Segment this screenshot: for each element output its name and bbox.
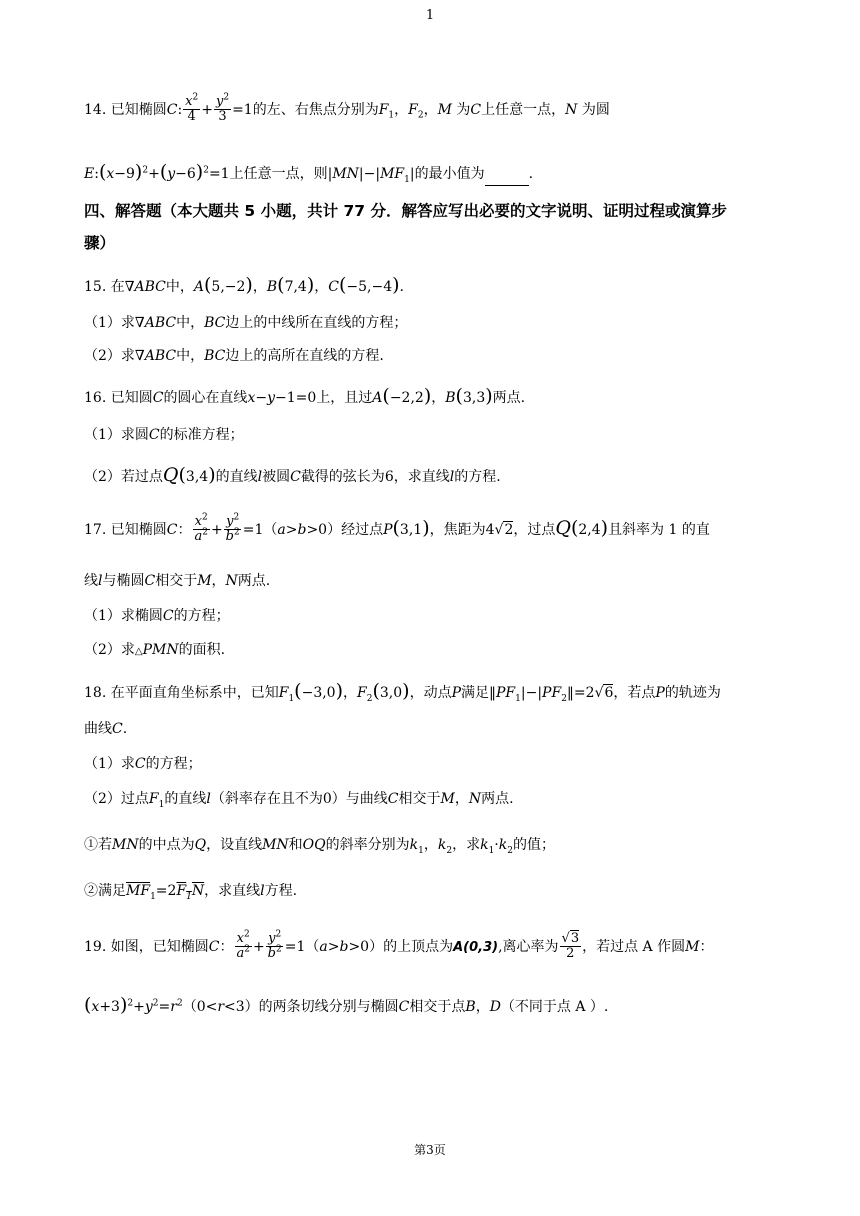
- question-18-part-2: （2）过点$F_1$的直线l（斜率存在且不为0）与曲线C相交于M，N两点.: [84, 791, 514, 810]
- fraction-y2-b2: $\frac{y^2}{b^2}$: [225, 512, 240, 545]
- question-17-line-2: 线l与椭圆C相交于M，N两点.: [84, 573, 271, 589]
- question-15-part-2: （2）求∇ABC中，BC边上的高所在直线的方程.: [84, 348, 384, 364]
- fraction-x2-a2: $\frac{x^2}{a^2}$: [194, 512, 208, 545]
- answer-blank[interactable]: [485, 171, 529, 186]
- fraction-y2-b2-q19: $\frac{y^2}{b^2}$: [267, 929, 282, 962]
- question-15-line-1: 15. 在∇ABC中，A(5,−2)，B(7,4)，C(−5,−4).: [84, 274, 404, 296]
- question-16-line-1: 16. 已知圆C的圆心在直线x−y−1=0上，且过A(−2,2)，B(3,3)两点.: [84, 385, 526, 407]
- question-14-line-1: 14. 已知椭圆C: $\frac{x^2}{4}$ + $\frac{y^2}{3}$ =1的左、右焦点分别为$F_1$，$F_2$，M 为C上任意一点，N 为圆: [84, 92, 610, 125]
- fraction-sqrt3-2: $\frac{√3}{2}$: [561, 931, 580, 962]
- question-18-line-2: 曲线C.: [84, 721, 128, 737]
- page-footer: 第3页: [414, 1143, 446, 1157]
- question-18-case-2: ②满足$\overline{MF}_1=2F_1N$，求直线l方程.: [84, 883, 298, 902]
- fraction-x2-a2-q19: $\frac{x^2}{a^2}$: [236, 929, 250, 962]
- section-4-title: 四、解答题（本大题共 5 小题，共计 77 分．解答应写出必要的文字说明、证明过程或演算步: [84, 202, 727, 220]
- question-16-part-1: （1）求圆C的标准方程；: [84, 427, 244, 443]
- question-19-line-1: 19. 如图，已知椭圆C： $\frac{x^2}{a^2}$ + $\frac{y^2}{b^2}$ =1（a>b>0）的上顶点为A(0,3),离心率为 $\frac{√3}{2}$ ，若过点 A 作圆M：: [84, 929, 714, 962]
- fraction-y2-3: $\frac{y^2}{3}$: [215, 92, 230, 125]
- question-18-line-1: 18. 在平面直角坐标系中，已知$F_1(-3,0)$，$F_2(3,0)$，动点P满足$‖PF_1|-|PF_2‖=2√6$，若点P的轨迹为: [84, 680, 721, 704]
- question-19-line-2: $(x+3)^2+y^2=r^2(0<r<3)$的两条切线分别与椭圆C相交于点B，D（不同于点 A ）.: [84, 994, 609, 1016]
- fraction-x2-4: $\frac{x^2}{4}$: [185, 92, 199, 125]
- section-4-title-cont: 骤）: [84, 234, 116, 252]
- question-18-part-1: （1）求C的方程；: [84, 756, 202, 772]
- page-top-number: 1: [425, 8, 435, 23]
- question-17-part-1: （1）求椭圆C的方程；: [84, 608, 230, 624]
- question-14-line-2: $E:(x-9)^2+(y-6)^2=1$上任意一点，则$|MN|-|MF_1|$的最小值为 .: [84, 161, 534, 185]
- question-17-part-2: （2）求△PMN的面积.: [84, 642, 226, 658]
- question-15-part-1: （1）求∇ABC中，BC边上的中线所在直线的方程；: [84, 315, 408, 331]
- question-16-part-2: （2）若过点Q(3,4)的直线l被圆C截得的弦长为6，求直线l的方程.: [84, 464, 501, 486]
- question-17-line-1: 17. 已知椭圆C： $\frac{x^2}{a^2}$ + $\frac{y^2}{b^2}$ =1（a>b>0）经过点P(3,1)，焦距为4√2，过点Q(2,4)且斜率为 1 的直: [84, 512, 710, 545]
- question-18-case-1: ①若MN的中点为Q，设直线MN和OQ的斜率分别为$k_1$，$k_2$，求$k_1\cdot k_2$的值；: [84, 837, 555, 856]
